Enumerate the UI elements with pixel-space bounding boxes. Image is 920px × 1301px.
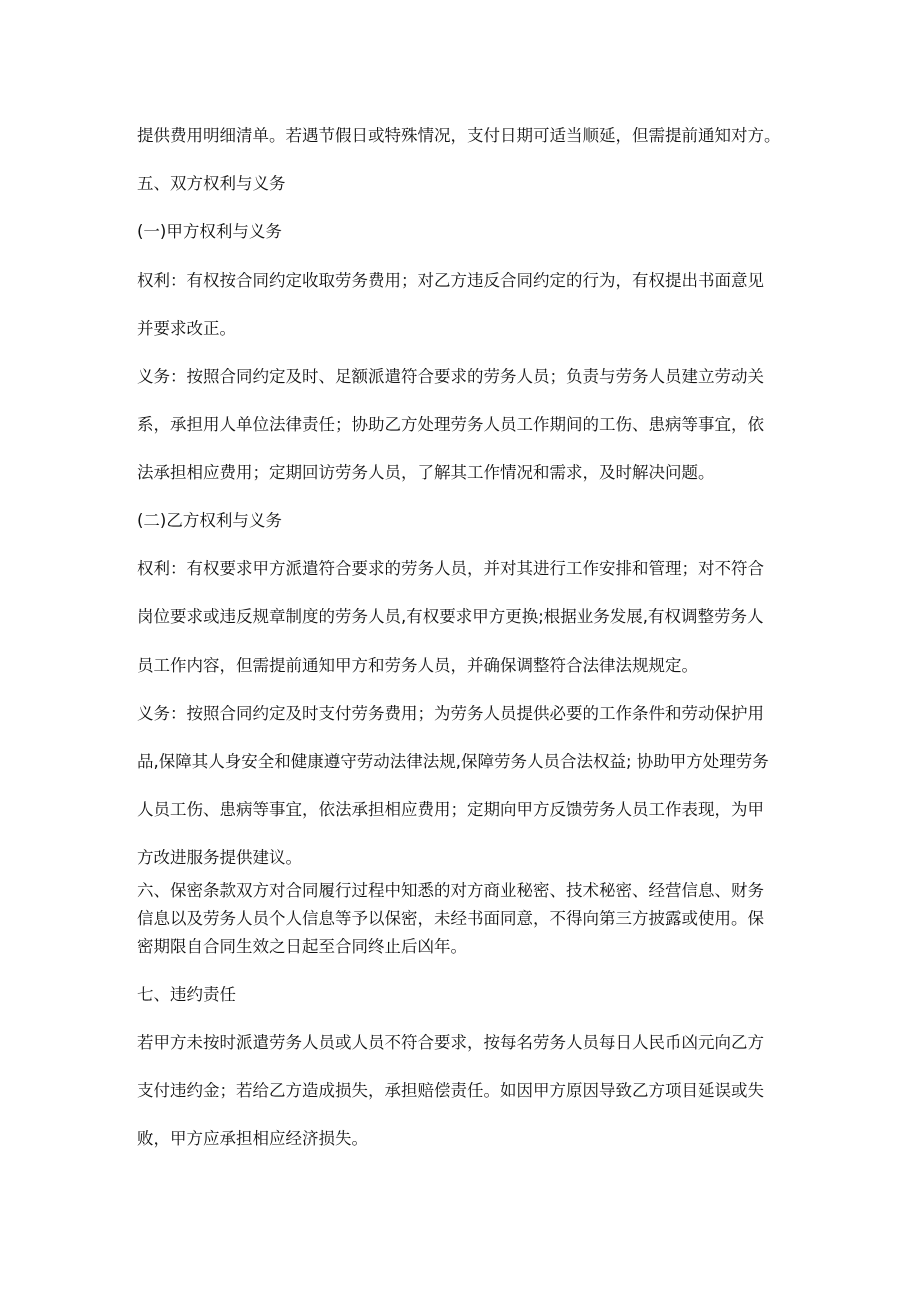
paragraph-line: 提供费用明细清单。若遇节假日或特殊情况，支付日期可适当顺延，但需提前通知对方。 — [137, 126, 781, 145]
paragraph-line: 败，甲方应承担相应经济损失。 — [137, 1129, 368, 1148]
paragraph-line: 权利：有权要求甲方派遣符合要求的劳务人员，并对其进行工作安排和管理；对不符合 — [137, 559, 764, 578]
paragraph-line: 若甲方未按时派遣劳务人员或人员不符合要求，按每名劳务人员每日人民币凶元向乙方 — [137, 1033, 764, 1052]
subsection-heading: (二)乙方权利与义务 — [137, 511, 282, 530]
paragraph-line: 员工作内容，但需提前通知甲方和劳务人员，并确保调整符合法律法规规定。 — [137, 656, 698, 675]
paragraph-line: 义务：按照合同约定及时支付劳务费用；为劳务人员提供必要的工作条件和劳动保护用 — [137, 704, 764, 723]
paragraph-line: 密期限自合同生效之日起至合同终止后凶年。 — [137, 937, 467, 956]
paragraph-line: 并要求改正。 — [137, 319, 236, 338]
paragraph-line: 品,保障其人身安全和健康遵守劳动法律法规,保障劳务人员合法权益; 协助甲方处理劳务 — [137, 752, 769, 771]
paragraph-line: 人员工伤、患病等事宜，依法承担相应费用；定期向甲方反馈劳务人员工作表现，为甲 — [137, 800, 764, 819]
subsection-heading: (一)甲方权利与义务 — [137, 222, 282, 241]
paragraph-line: 权利：有权按合同约定收取劳务费用；对乙方违反合同约定的行为，有权提出书面意见 — [137, 271, 764, 290]
section-heading: 五、双方权利与义务 — [137, 174, 286, 193]
paragraph-line: 信息以及劳务人员个人信息等予以保密，未经书面同意，不得向第三方披露或使用。保 — [137, 909, 764, 928]
paragraph-line: 支付违约金；若给乙方造成损失，承担赔偿责任。如因甲方原因导致乙方项目延误或失 — [137, 1081, 764, 1100]
paragraph-line: 六、保密条款双方对合同履行过程中知悉的对方商业秘密、技术秘密、经营信息、财务 — [137, 881, 764, 900]
paragraph-line: 法承担相应费用；定期回访劳务人员，了解其工作情况和需求，及时解决问题。 — [137, 463, 715, 482]
section-heading: 七、违约责任 — [137, 985, 236, 1004]
paragraph-line: 岗位要求或违反规章制度的劳务人员,有权要求甲方更换;根据业务发展,有权调整劳务人 — [137, 607, 764, 626]
paragraph-line: 系，承担用人单位法律责任；协助乙方处理劳务人员工作期间的工伤、患病等事宜，依 — [137, 415, 764, 434]
paragraph-line: 义务：按照合同约定及时、足额派遣符合要求的劳务人员；负责与劳务人员建立劳动关 — [137, 367, 764, 386]
paragraph-line: 方改进服务提供建议。 — [137, 848, 302, 867]
